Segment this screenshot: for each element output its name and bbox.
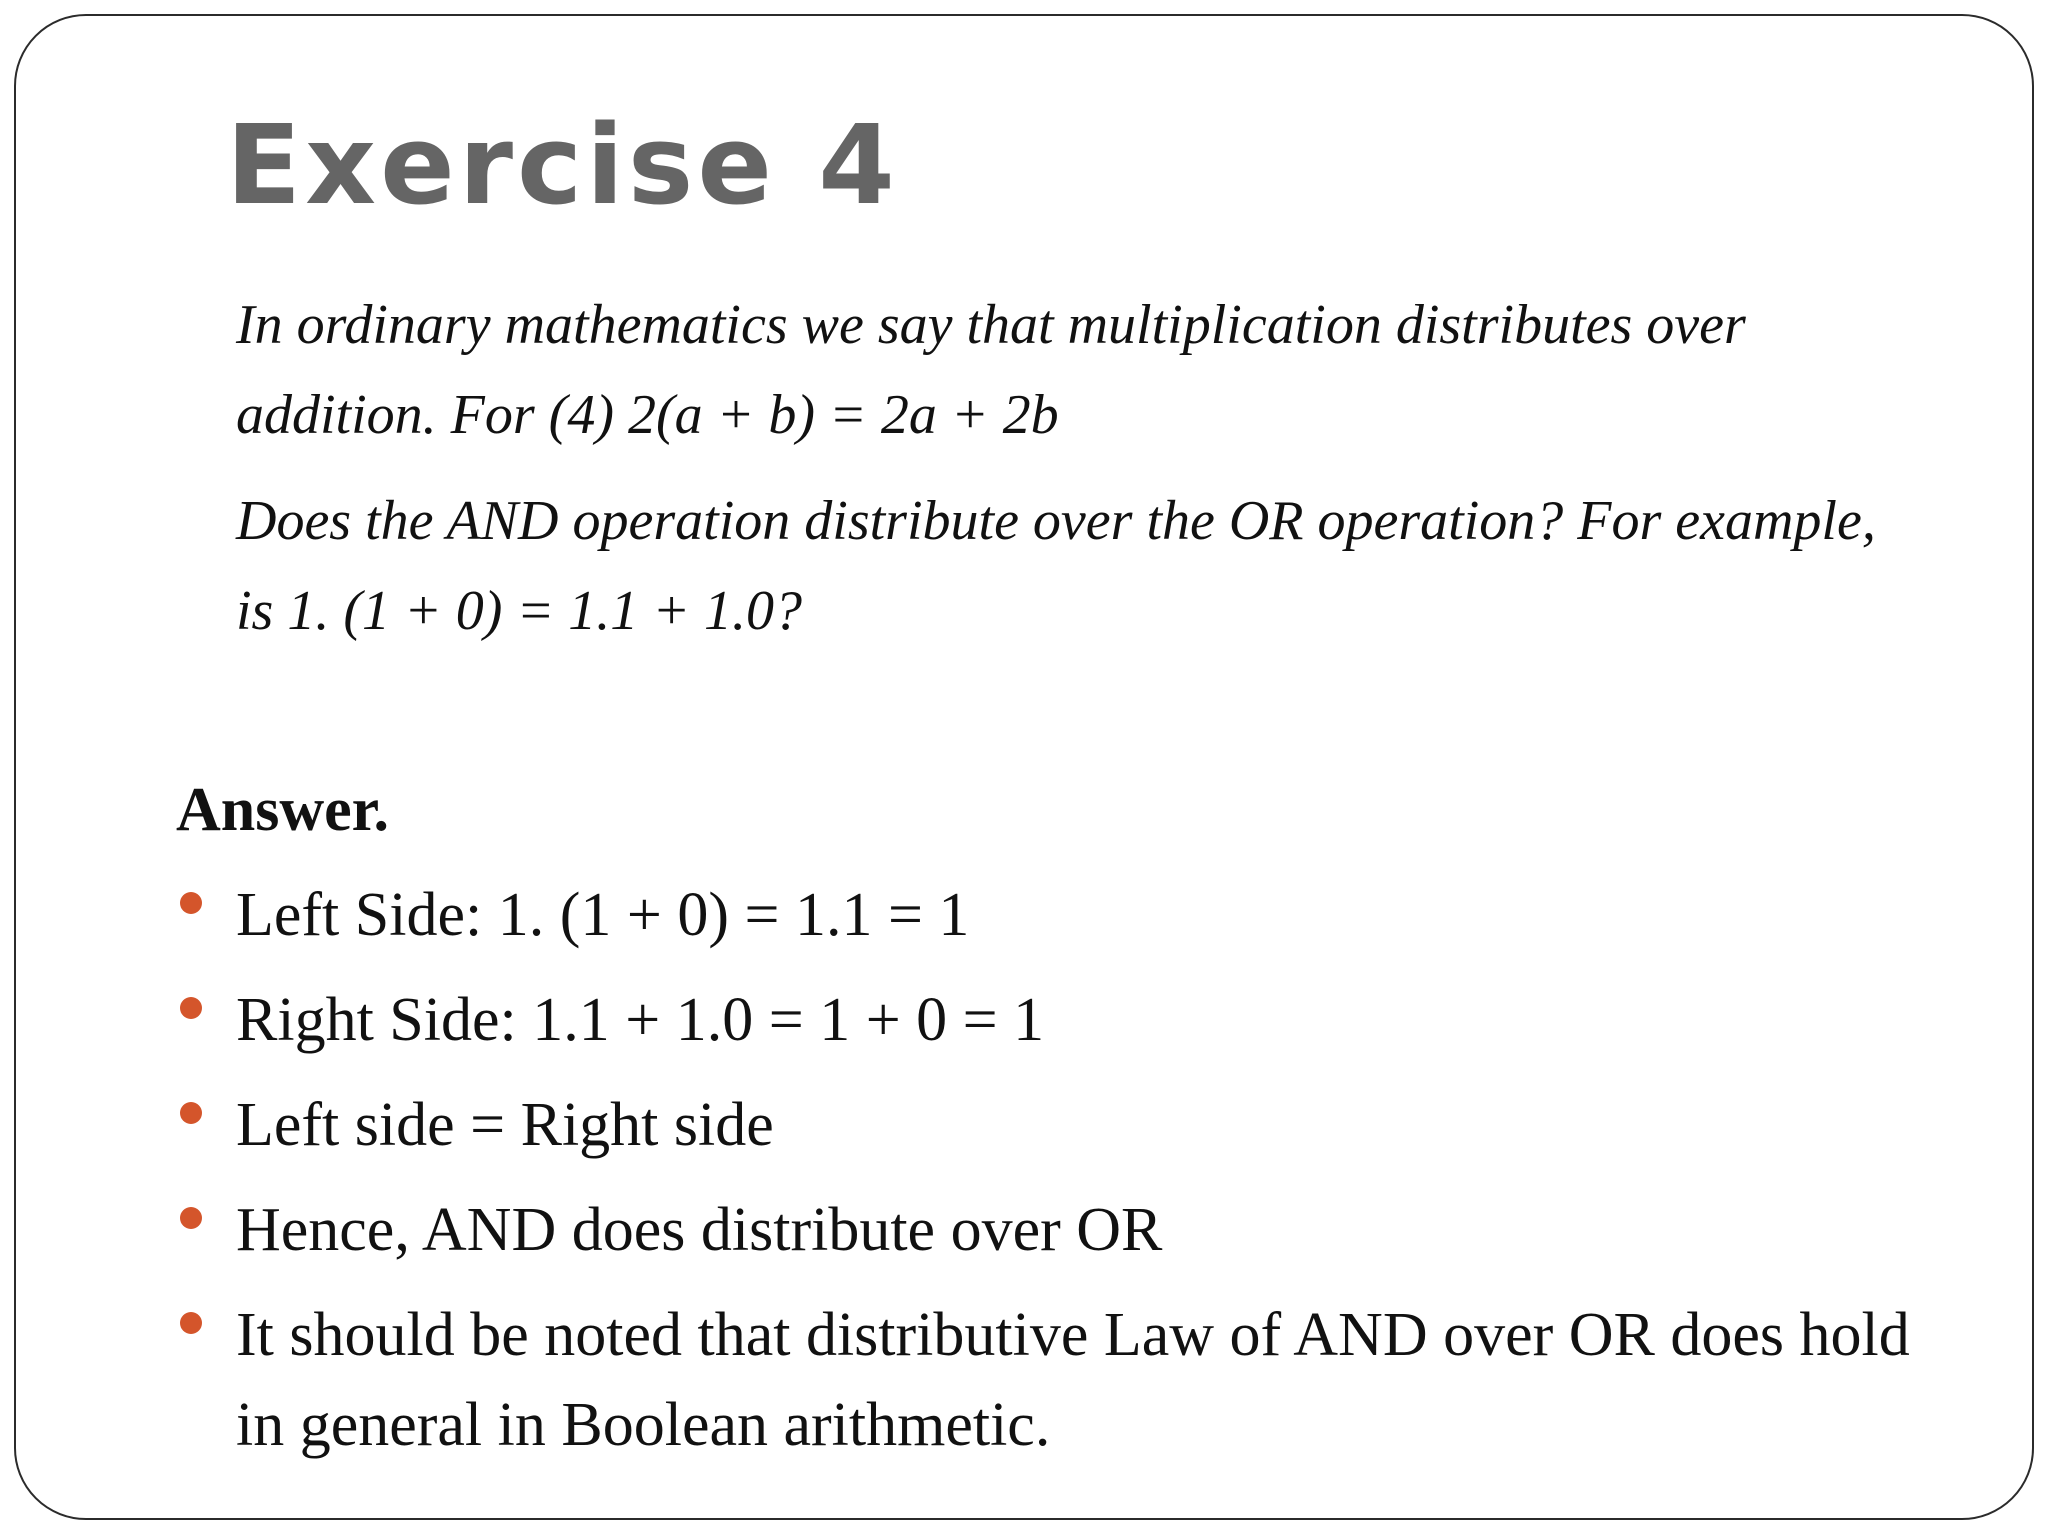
bullet-dot-icon <box>180 1312 202 1334</box>
bullet-dot-icon <box>180 892 202 914</box>
bullet-dot-icon <box>180 1102 202 1124</box>
answer-bullet-text: Right Side: 1.1 + 1.0 = 1 + 0 = 1 <box>236 986 1045 1054</box>
bullet-dot-icon <box>180 1207 202 1229</box>
question-block <box>236 280 1876 672</box>
answer-bullet-text: It should be noted that distributive Law of AND over OR does hold in general in Boolean arithmetic. <box>236 1301 1910 1459</box>
question-paragraph-2: Does the AND operation distribute over the OR operation? For example, is 1. (1 + 0) = 1.1 + 1.0? <box>236 490 1876 642</box>
answer-bullet-item <box>236 975 1926 1065</box>
answer-bullet-item <box>236 1290 1926 1470</box>
answer-bullet-text: Hence, AND does distribute over OR <box>236 1196 1163 1264</box>
answer-bullet-item <box>236 1185 1926 1275</box>
answer-bullet-item <box>236 1080 1926 1170</box>
answer-list <box>236 870 1926 1485</box>
answer-bullet-text: Left Side: 1. (1 + 0) = 1.1 = 1 <box>236 881 970 949</box>
answer-bullet-text: Left side = Right side <box>236 1091 774 1159</box>
answer-bullet-item <box>236 870 1926 960</box>
question-paragraph-1: In ordinary mathematics we say that multiplication distributes over addition. For (4) 2(a + b) = 2a + 2b <box>236 294 1746 446</box>
slide-title: Exercise 4 <box>226 101 899 229</box>
answer-heading: Answer. <box>176 776 390 844</box>
bullet-dot-icon <box>180 997 202 1019</box>
